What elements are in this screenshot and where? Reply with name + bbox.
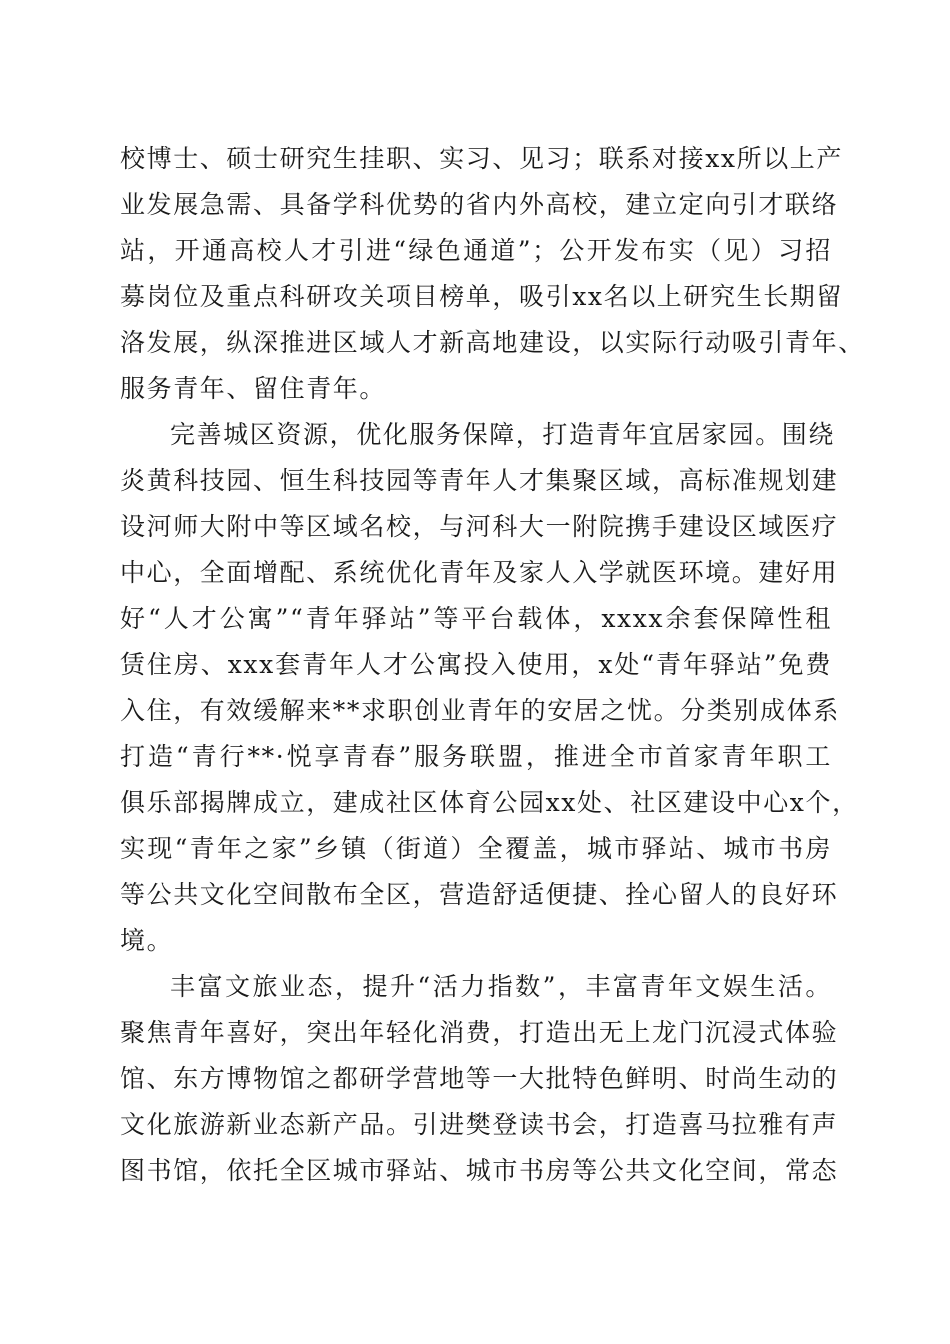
paragraph-3-line-1: 丰富文旅业态，提升“活力指数”，丰富青年文娱生活。 xyxy=(170,972,832,1001)
paragraph-2-line-6: 赁住房、xxx套青年人才公寓投入使用，x处“青年驿站”免费 xyxy=(120,650,832,679)
paragraph-2-line-5: 好“人才公寓”“青年驿站”等平台载体，xxxx余套保障性租 xyxy=(120,604,832,633)
paragraph-3-line-2: 聚焦青年喜好，突出年轻化消费，打造出无上龙门沉浸式体验 xyxy=(120,1018,839,1047)
paragraph-1-line-4: 募岗位及重点科研攻关项目榜单，吸引xx名以上研究生长期留 xyxy=(120,282,844,311)
paragraph-1-line-5: 洛发展，纵深推进区域人才新高地建设，以实际行动吸引青年、 xyxy=(120,328,865,357)
paragraph-1-line-6: 服务青年、留住青年。 xyxy=(120,374,387,403)
paragraph-2-line-2: 炎黄科技园、恒生科技园等青年人才集聚区域，高标准规划建 xyxy=(120,466,839,495)
paragraph-2-line-7: 入住，有效缓解来**求职创业青年的安居之忧。分类别成体系 xyxy=(120,696,840,725)
paragraph-2-line-11: 等公共文化空间散布全区，营造舒适便捷、拴心留人的良好环 xyxy=(120,880,839,909)
paragraph-1-line-1: 校博士、硕士研究生挂职、实习、见习；联系对接xx所以上产 xyxy=(120,144,844,173)
paragraph-2-line-9: 俱乐部揭牌成立，建成社区体育公园xx处、社区建设中心x个， xyxy=(120,788,859,817)
paragraph-3-line-5: 图书馆，依托全区城市驿站、城市书房等公共文化空间，常态 xyxy=(120,1156,839,1185)
paragraph-1-line-3: 站，开通高校人才引进“绿色通道”；公开发布实（见）习招 xyxy=(120,236,832,265)
paragraph-2-line-12: 境。 xyxy=(120,926,174,955)
paragraph-3-line-3: 馆、东方博物馆之都研学营地等一大批特色鲜明、时尚生动的 xyxy=(120,1064,839,1093)
paragraph-2-line-8: 打造“青行**·悦享青春”服务联盟，推进全市首家青年职工 xyxy=(120,742,832,771)
paragraph-1-line-2: 业发展急需、具备学科优势的省内外高校，建立定向引才联络 xyxy=(120,190,839,219)
paragraph-2-line-4: 中心，全面增配、系统优化青年及家人入学就医环境。建好用 xyxy=(120,558,839,587)
paragraph-2-line-10: 实现“青年之家”乡镇（街道）全覆盖，城市驿站、城市书房 xyxy=(120,834,832,863)
paragraph-2-line-1: 完善城区资源，优化服务保障，打造青年宜居家园。围绕 xyxy=(170,420,836,449)
paragraph-2-line-3: 设河师大附中等区域名校，与河科大一附院携手建设区域医疗 xyxy=(120,512,839,541)
paragraph-3-line-4: 文化旅游新业态新产品。引进樊登读书会，打造喜马拉雅有声 xyxy=(120,1110,839,1139)
